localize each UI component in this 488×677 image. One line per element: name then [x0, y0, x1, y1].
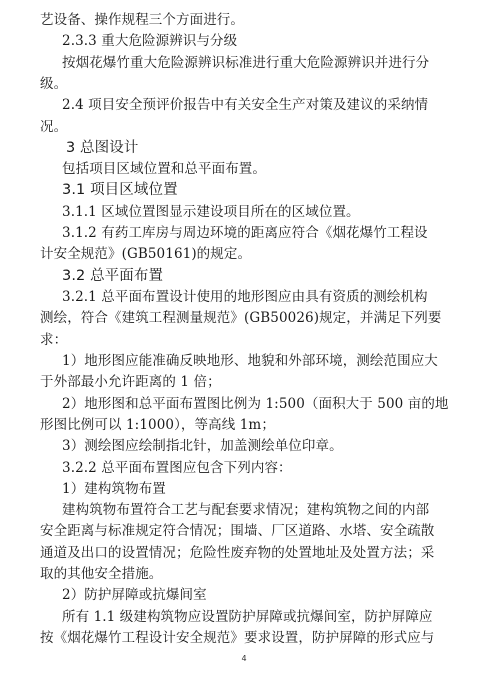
page-number: 4 — [241, 654, 247, 663]
text-line: 所有 1.1 级建构筑物应设置防护屏障或抗爆间室，防护屏障应 — [62, 609, 433, 625]
text-line: 测绘，符合《建筑工程测量规范》(GB50026)规定，并满足下列要 — [40, 310, 442, 326]
subsection-heading: 2.3.3 重大危险源辨识与分级 — [62, 33, 238, 49]
text-line: 按烟花爆竹重大危险源辨识标准进行重大危险源辨识并进行分 — [62, 55, 430, 71]
text-line: 3.1.1 区域位置图显示建设项目所在的区域位置。 — [62, 204, 360, 220]
text-line: 2）地形图和总平面布置图比例为 1:500（面积大于 500 亩的地 — [62, 396, 449, 412]
text-line: 于外部最小允许距离的 1 倍； — [40, 374, 221, 390]
text-line: 求： — [40, 332, 68, 348]
subsection-heading: 3.2 总平面布置 — [62, 268, 164, 284]
text-line: 况。 — [40, 119, 68, 135]
text-line: 3）测绘图应绘制指北针，加盖测绘单位印章。 — [62, 438, 343, 454]
text-line: 通道及出口的设置情况；危险性废弃物的处置地址及处置方法；采 — [40, 545, 435, 561]
text-line: 3.1.2 有药工库房与周边环境的距离应符合《烟花爆竹工程设 — [62, 225, 428, 241]
text-line: 包括项目区域位置和总平面布置。 — [62, 161, 266, 177]
text-line: 艺设备、操作规程三个方面进行。 — [40, 12, 244, 28]
text-line: 安全距离与标准规定符合情况；围墙、厂区道路、水塔、安全疏散 — [40, 523, 435, 539]
text-line: 1）建构筑物布置 — [62, 481, 166, 497]
text-line: 建构筑物布置符合工艺与配套要求情况；建构筑物之间的内部 — [62, 502, 430, 518]
subsection-heading: 3.1 项目区域位置 — [62, 182, 178, 198]
subsection-heading: 2.4 项目安全预评价报告中有关安全生产对策及建议的采纳情 — [62, 97, 429, 113]
text-line: 3.2.2 总平面布置图应包含下列内容： — [62, 460, 292, 476]
text-line: 2）防护屏障或抗爆间室 — [62, 587, 207, 603]
text-line: 形图比例可以 1:1000），等高线 1m； — [40, 417, 275, 433]
text-line: 按《烟花爆竹工程设计安全规范》要求设置，防护屏障的形式应与 — [40, 630, 435, 646]
text-line: 计安全规范》(GB50161)的规定。 — [40, 246, 252, 262]
section-heading: 3 总图设计 — [66, 140, 139, 156]
text-line: 1）地形图应能准确反映地形、地貌和外部环境，测绘范围应大 — [62, 353, 438, 369]
text-line: 取的其他安全措施。 — [40, 566, 163, 582]
text-line: 级。 — [40, 76, 68, 92]
text-line: 3.2.1 总平面布置设计使用的地形图应由具有资质的测绘机构 — [62, 289, 428, 305]
